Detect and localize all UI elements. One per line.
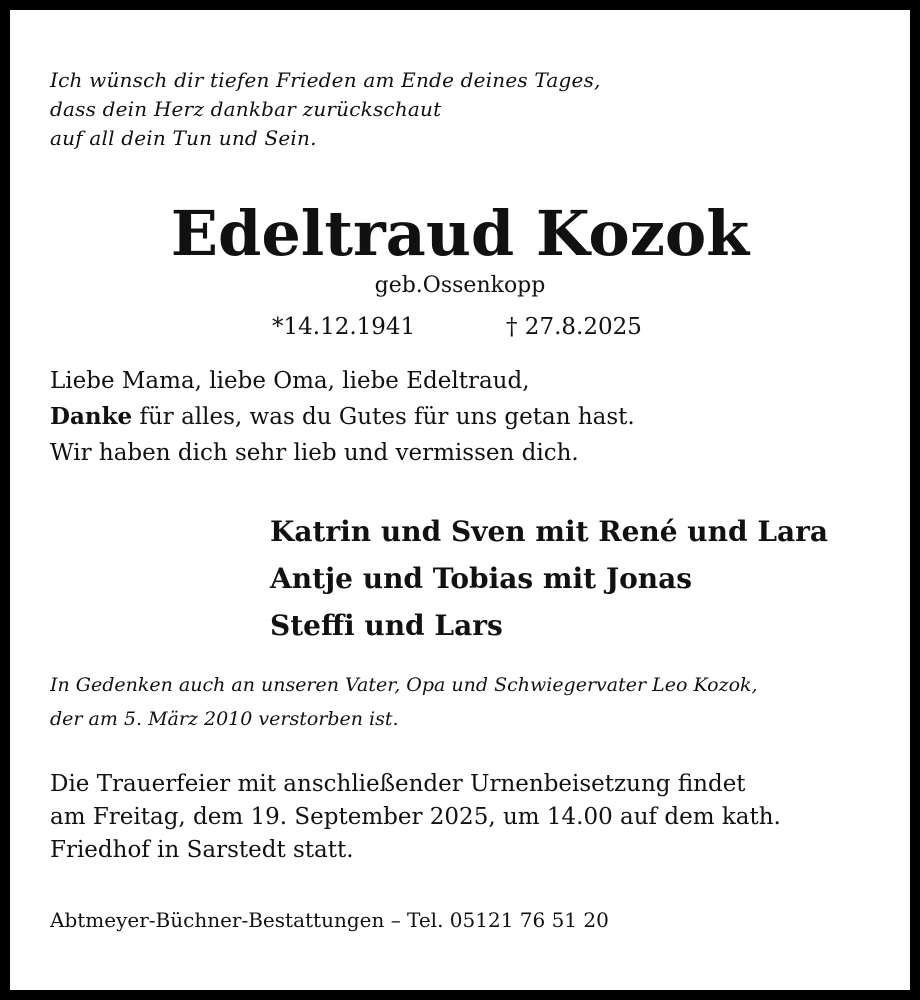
farewell-message xyxy=(50,363,635,471)
funeral-line: am Freitag, dem 19. September 2025, um 14.00 auf dem kath. xyxy=(50,804,781,830)
birth-date: *14.12.1941 xyxy=(272,314,416,340)
life-dates xyxy=(272,310,642,344)
poem-line: dass dein Herz dankbar zurückschaut xyxy=(50,97,442,121)
opening-poem xyxy=(50,66,601,153)
deceased-name: Edeltraud Kozok xyxy=(170,197,750,270)
undertaker-contact: Abtmeyer-Büchner-Bestattungen – Tel. 05121 76 51 20 xyxy=(50,908,609,932)
poem-line: Ich wünsch dir tiefen Frieden am Ende deines Tages, xyxy=(50,68,601,92)
message-line: Wir haben dich sehr lieb und vermissen dich. xyxy=(50,440,579,466)
memorial-line: In Gedenken auch an unseren Vater, Opa und Schwiegervater Leo Kozok, xyxy=(50,674,758,696)
family-line: Katrin und Sven mit René und Lara xyxy=(270,515,829,548)
death-date: † 27.8.2025 xyxy=(506,314,642,340)
funeral-details xyxy=(50,768,781,867)
message-line xyxy=(50,399,635,435)
obituary-notice xyxy=(50,0,870,1000)
family-line: Steffi und Lars xyxy=(270,609,503,642)
memorial-line: der am 5. März 2010 verstorben ist. xyxy=(50,708,399,730)
memorial-note xyxy=(50,668,758,736)
message-line: Liebe Mama, liebe Oma, liebe Edeltraud, xyxy=(50,368,530,394)
funeral-line: Die Trauerfeier mit anschließender Urnenbeisetzung findet xyxy=(50,771,746,797)
poem-line: auf all dein Tun und Sein. xyxy=(50,126,317,150)
thanks-word: Danke xyxy=(50,403,133,430)
message-line-rest: für alles, was du Gutes für uns getan hast. xyxy=(132,404,635,430)
funeral-line: Friedhof in Sarstedt statt. xyxy=(50,837,354,863)
maiden-name: geb.Ossenkopp xyxy=(374,273,546,298)
family-line: Antje und Tobias mit Jonas xyxy=(270,562,693,595)
family-signatures xyxy=(270,508,828,649)
